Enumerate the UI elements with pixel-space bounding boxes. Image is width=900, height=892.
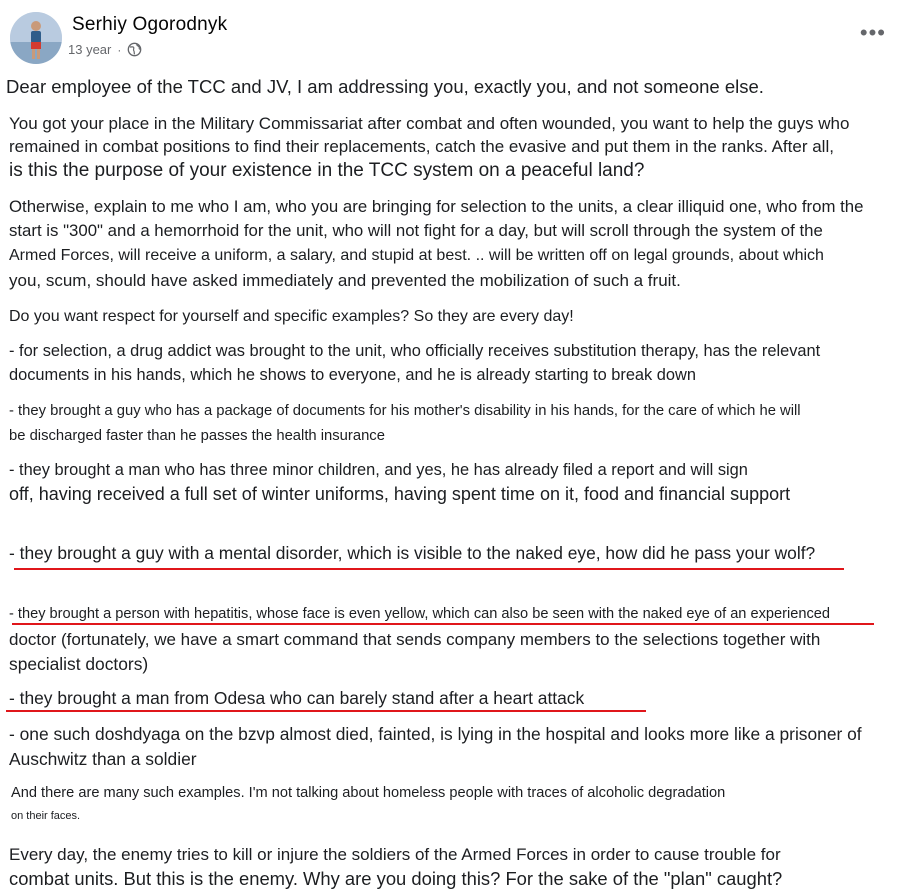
highlighted-text-line: - they brought a person with hepatitis, whose face is even yellow, which can also be seen with the naked eye of an experienced (9, 606, 830, 622)
red-underline (12, 623, 874, 625)
post-text-line: combat units. But this is the enemy. Why are you doing this? For the sake of the "plan" caught? (9, 868, 783, 889)
post-text-line: Armed Forces, will receive a uniform, a salary, and stupid at best. .. will be written off on legal grounds, about which (9, 247, 824, 264)
red-underline (6, 710, 646, 712)
post-text-line: Otherwise, explain to me who I am, who you are bringing for selection to the units, a clear illiquid one, who from the (9, 197, 864, 216)
post-text-line: is this the purpose of your existence in the TCC system on a peaceful land? (9, 160, 645, 181)
post-meta (68, 42, 142, 57)
post-text-line: - they brought a man who has three minor children, and yes, he has already filed a report and will sign (9, 461, 748, 479)
author-name[interactable]: Serhiy Ogorodnyk (72, 14, 228, 35)
post-text-line: on their faces. (11, 810, 81, 822)
post-text-line: You got your place in the Military Commissariat after combat and often wounded, you want to help the guys who (9, 114, 850, 133)
more-options-icon[interactable]: ••• (859, 20, 886, 45)
post-text-line: specialist doctors) (9, 654, 149, 674)
post-text-line: doctor (fortunately, we have a smart command that sends company members to the selections together with (9, 630, 821, 649)
post-text-line: Do you want respect for yourself and specific examples? So they are every day! (9, 308, 574, 325)
post-text-line: - one such doshdyaga on the bzvp almost died, fainted, is lying in the hospital and looks more like a prisoner of (9, 724, 862, 744)
post-text-line: remained in combat positions to find their replacements, catch the evasive and put them in the ranks. After all, (9, 137, 834, 156)
post-text-line: And there are many such examples. I'm not talking about homeless people with traces of alcoholic degradation (11, 785, 726, 801)
avatar-photo (10, 12, 62, 64)
post-text-line: Auschwitz than a soldier (9, 749, 197, 769)
post-text-line: Every day, the enemy tries to kill or injure the soldiers of the Armed Forces in order to cause trouble for (9, 845, 781, 864)
post-header (0, 0, 900, 72)
post-text-line: documents in his hands, which he shows to everyone, and he is already starting to break down (9, 366, 696, 384)
post-text-line: be discharged faster than he passes the health insurance (9, 428, 385, 444)
globe-icon (127, 42, 142, 57)
red-underline (14, 568, 844, 570)
post-text-line: off, having received a full set of winter uniforms, having spent time on it, food and financial support (9, 484, 791, 504)
post-text-line: start is "300" and a hemorrhoid for the unit, who will not fight for a day, but will scroll through the system of the (9, 221, 823, 240)
highlighted-text-line: - they brought a guy with a mental disorder, which is visible to the naked eye, how did he pass your wolf? (9, 543, 816, 563)
post-text-line: you, scum, should have asked immediately and prevented the mobilization of such a fruit. (9, 271, 681, 290)
post-time[interactable]: 13 year (68, 42, 112, 57)
author-avatar[interactable] (10, 12, 62, 64)
post-text-line: - for selection, a drug addict was brought to the unit, who officially receives substitution therapy, has the relevant (9, 342, 821, 360)
post-text-line: - they brought a guy who has a package of documents for his mother's disability in his hands, for the care of which he will (9, 403, 801, 419)
meta-separator: · (117, 42, 122, 57)
post-text-line: Dear employee of the TCC and JV, I am addressing you, exactly you, and not someone else. (6, 76, 764, 97)
highlighted-text-line: - they brought a man from Odesa who can barely stand after a heart attack (9, 688, 585, 708)
